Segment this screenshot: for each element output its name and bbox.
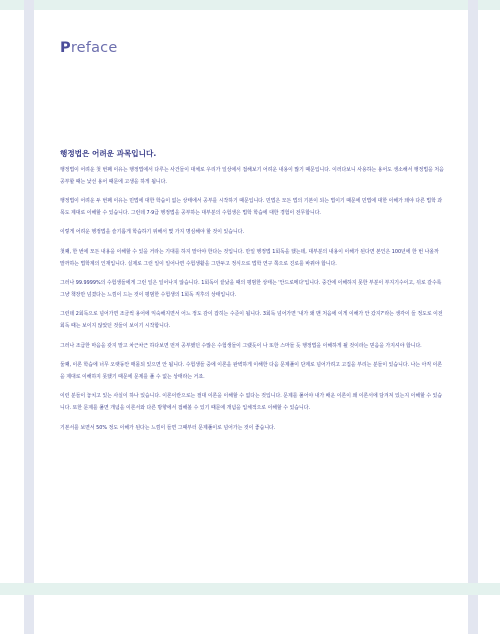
paragraph: 그런데 2회독으로 넘어가면 조금씩 용어에 익숙해지면서 어느 정도 감이 잡히는 수준이 됩니다. 3회독 넘어가면 '내가 왜 맨 처음에 이게 이해가 안 갔지?'라는 생각이 들 정도로 이전 회독 때는 보이지 않았던 것들이 보이기 시작합니다. [60,311,443,329]
title-initial: P [60,40,71,56]
paragraph: 그러나 조급한 마음을 갖지 말고 차근차근 하다보면 먼저 공부했던 수많은 수험생들이 그랬듯이 나 또한 스마들 듯 행정법을 이해하게 될 것이라는 믿음을 가지셔야 합니다. [60,342,422,349]
top-band [0,0,500,10]
left-margin-bar [24,0,34,634]
right-margin-bar [468,0,478,634]
paragraph: 둘째, 이론 학습에 너무 오랫동안 매몰되 있으면 안 됩니다. 수험생들 중에 이론을 완벽하게 이해한 다음 문제풀이 단계로 넘어가려고 고집을 부리는 분들이 있습니다. 나는 아직 이론을 제대로 이해하지 못했기 때문에 문제를 풀 수 없는 상태라는 거죠. [60,362,443,380]
title-rest: reface [70,40,118,56]
paragraph: 기본서를 보면서 50% 정도 이해가 된다는 느낌이 들면 그때부터 문제풀이로 넘어가는 것이 좋습니다. [60,424,276,431]
bottom-band [0,583,500,595]
paragraph: 이런 분들이 놓치고 있는 사실이 하나 있습니다. 이론이란으로는 절대 이론을 이해할 수 없다는 것입니다. 문제를 풀어야 내가 배운 이론이 왜 이론서에 담겨져 있는지 이해할 수 있습니다. 또한 문제를 풀면 개념을 이론서와 다른 방향에서 접해볼 수 있기 때문에 개념을 입체적으로 이해할 수 있습니다. [60,393,443,411]
section-heading: 행정법은 어려운 과목입니다. [60,149,157,158]
paragraph: 그러나 99.9999%의 수험생들에게 그런 일은 일어나지 않습니다. 1회독이 끝났을 때의 평범한 상태는 '안드로메다'입니다. 중간에 이해하지 못한 부분이 부지기수이고, 뒤로 갈수록 그냥 책장만 넘겼다는 느낌이 드는 것이 평범한 수험생의 1회독 직후의 상태입니다. [60,280,442,298]
page-title [60,40,117,56]
paragraph: 행정법이 어려운 첫 번째 이유는 행정법에서 다루는 사건들이 대체로 우리가 일상에서 접해보기 어려운 내용이 많기 때문입니다. 이러다보니 사용하는 용어도 생소해서 행정법을 처음 공부할 때는 낯선 용어 때문에 고생을 하게 됩니다. [60,167,444,185]
paragraph: 행정법이 어려운 두 번째 이유는 민법에 대한 학습이 없는 상태에서 공부를 시작하기 때문입니다. 민법은 모든 법의 기본이 되는 법이기 때문에 민법에 대한 이해가 돼야 다른 법학 과목도 제대로 이해할 수 있습니다. 그런데 7‧9급 행정법을 공부하는 대부분의 수험생은 법학 학습에 대한 경험이 전무합니다. [60,198,443,216]
paragraph: 첫째, 한 번에 모든 내용을 이해할 수 있을 거라는 기대를 하지 말아야 한다는 것입니다. 만일 행정법 1회독을 했는데, 대부분의 내용이 이해가 된다면 본인은 100년에 한 번 나올까 말까하는 법학계의 인재입니다. 실제로 그런 일이 일어나면 수험생활을 그만두고 정식으로 법학 연구 쪽으로 진로를 바꿔야 합니다. [60,248,439,267]
paragraph: 이렇게 어려운 행정법을 슬기롭게 학습하기 위해서 몇 가지 명심해야 할 것이 있습니다. [60,229,245,236]
body-text [60,165,444,442]
